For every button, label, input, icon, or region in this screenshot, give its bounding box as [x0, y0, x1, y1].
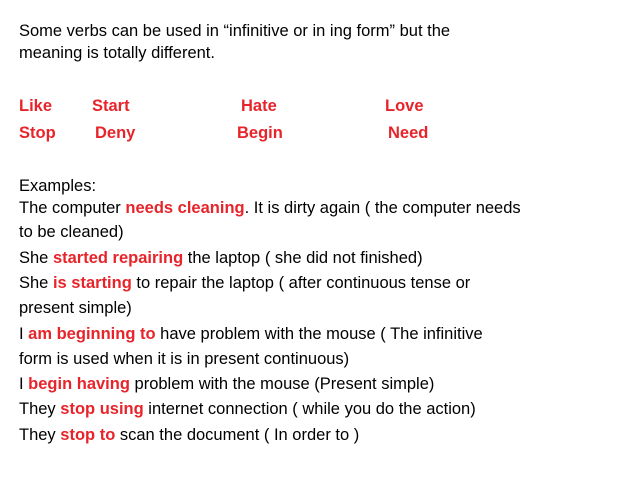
example-line — [19, 373, 434, 395]
example-line — [19, 247, 423, 269]
example-text: internet connection ( while you do the action) — [143, 400, 476, 418]
example-text: present simple) — [19, 299, 132, 317]
example-text: problem with the mouse (Present simple) — [129, 375, 435, 393]
example-text: the laptop ( she did not finished) — [183, 249, 423, 267]
verb-like: Like — [19, 97, 53, 115]
example-text: They — [19, 400, 61, 418]
example-text: I — [19, 325, 29, 343]
example-text: form is used when it is in present continuous) — [19, 350, 350, 368]
example-line — [19, 323, 483, 345]
example-line — [19, 424, 359, 446]
example-highlight: stop to — [60, 426, 116, 444]
example-text: to repair the laptop ( after continuous tense or — [131, 274, 471, 292]
verb-need: Need — [388, 124, 429, 142]
example-line — [19, 197, 521, 219]
example-text: to be cleaned) — [19, 223, 124, 241]
example-text: . It is dirty again ( the computer needs — [244, 199, 521, 217]
example-line — [19, 398, 476, 420]
verb-love: Love — [385, 97, 424, 115]
intro-line-2: meaning is totally different. — [19, 44, 215, 62]
example-highlight: am beginning to — [28, 325, 156, 343]
verb-begin: Begin — [237, 124, 283, 142]
verb-start: Start — [92, 97, 130, 115]
example-highlight: begin having — [28, 375, 130, 393]
example-line — [19, 221, 124, 243]
verb-stop: Stop — [19, 124, 56, 142]
example-text: She — [19, 249, 53, 267]
example-text: The computer — [19, 199, 126, 217]
example-line — [19, 272, 470, 294]
intro-line-1: Some verbs can be used in “infinitive or in ing form” but the — [19, 22, 451, 40]
example-text: She — [19, 274, 53, 292]
example-text: have problem with the mouse ( The infinitive — [155, 325, 483, 343]
example-text: scan the document ( In order to ) — [115, 426, 360, 444]
verb-deny: Deny — [95, 124, 136, 142]
example-highlight: stop using — [60, 400, 144, 418]
verb-hate: Hate — [241, 97, 277, 115]
example-text: I — [19, 375, 29, 393]
example-highlight: needs cleaning — [125, 199, 245, 217]
examples-heading: Examples: — [19, 177, 97, 195]
example-highlight: is starting — [52, 274, 132, 292]
example-text: They — [19, 426, 61, 444]
example-highlight: started repairing — [52, 249, 184, 267]
example-line — [19, 348, 349, 370]
example-line — [19, 297, 132, 319]
